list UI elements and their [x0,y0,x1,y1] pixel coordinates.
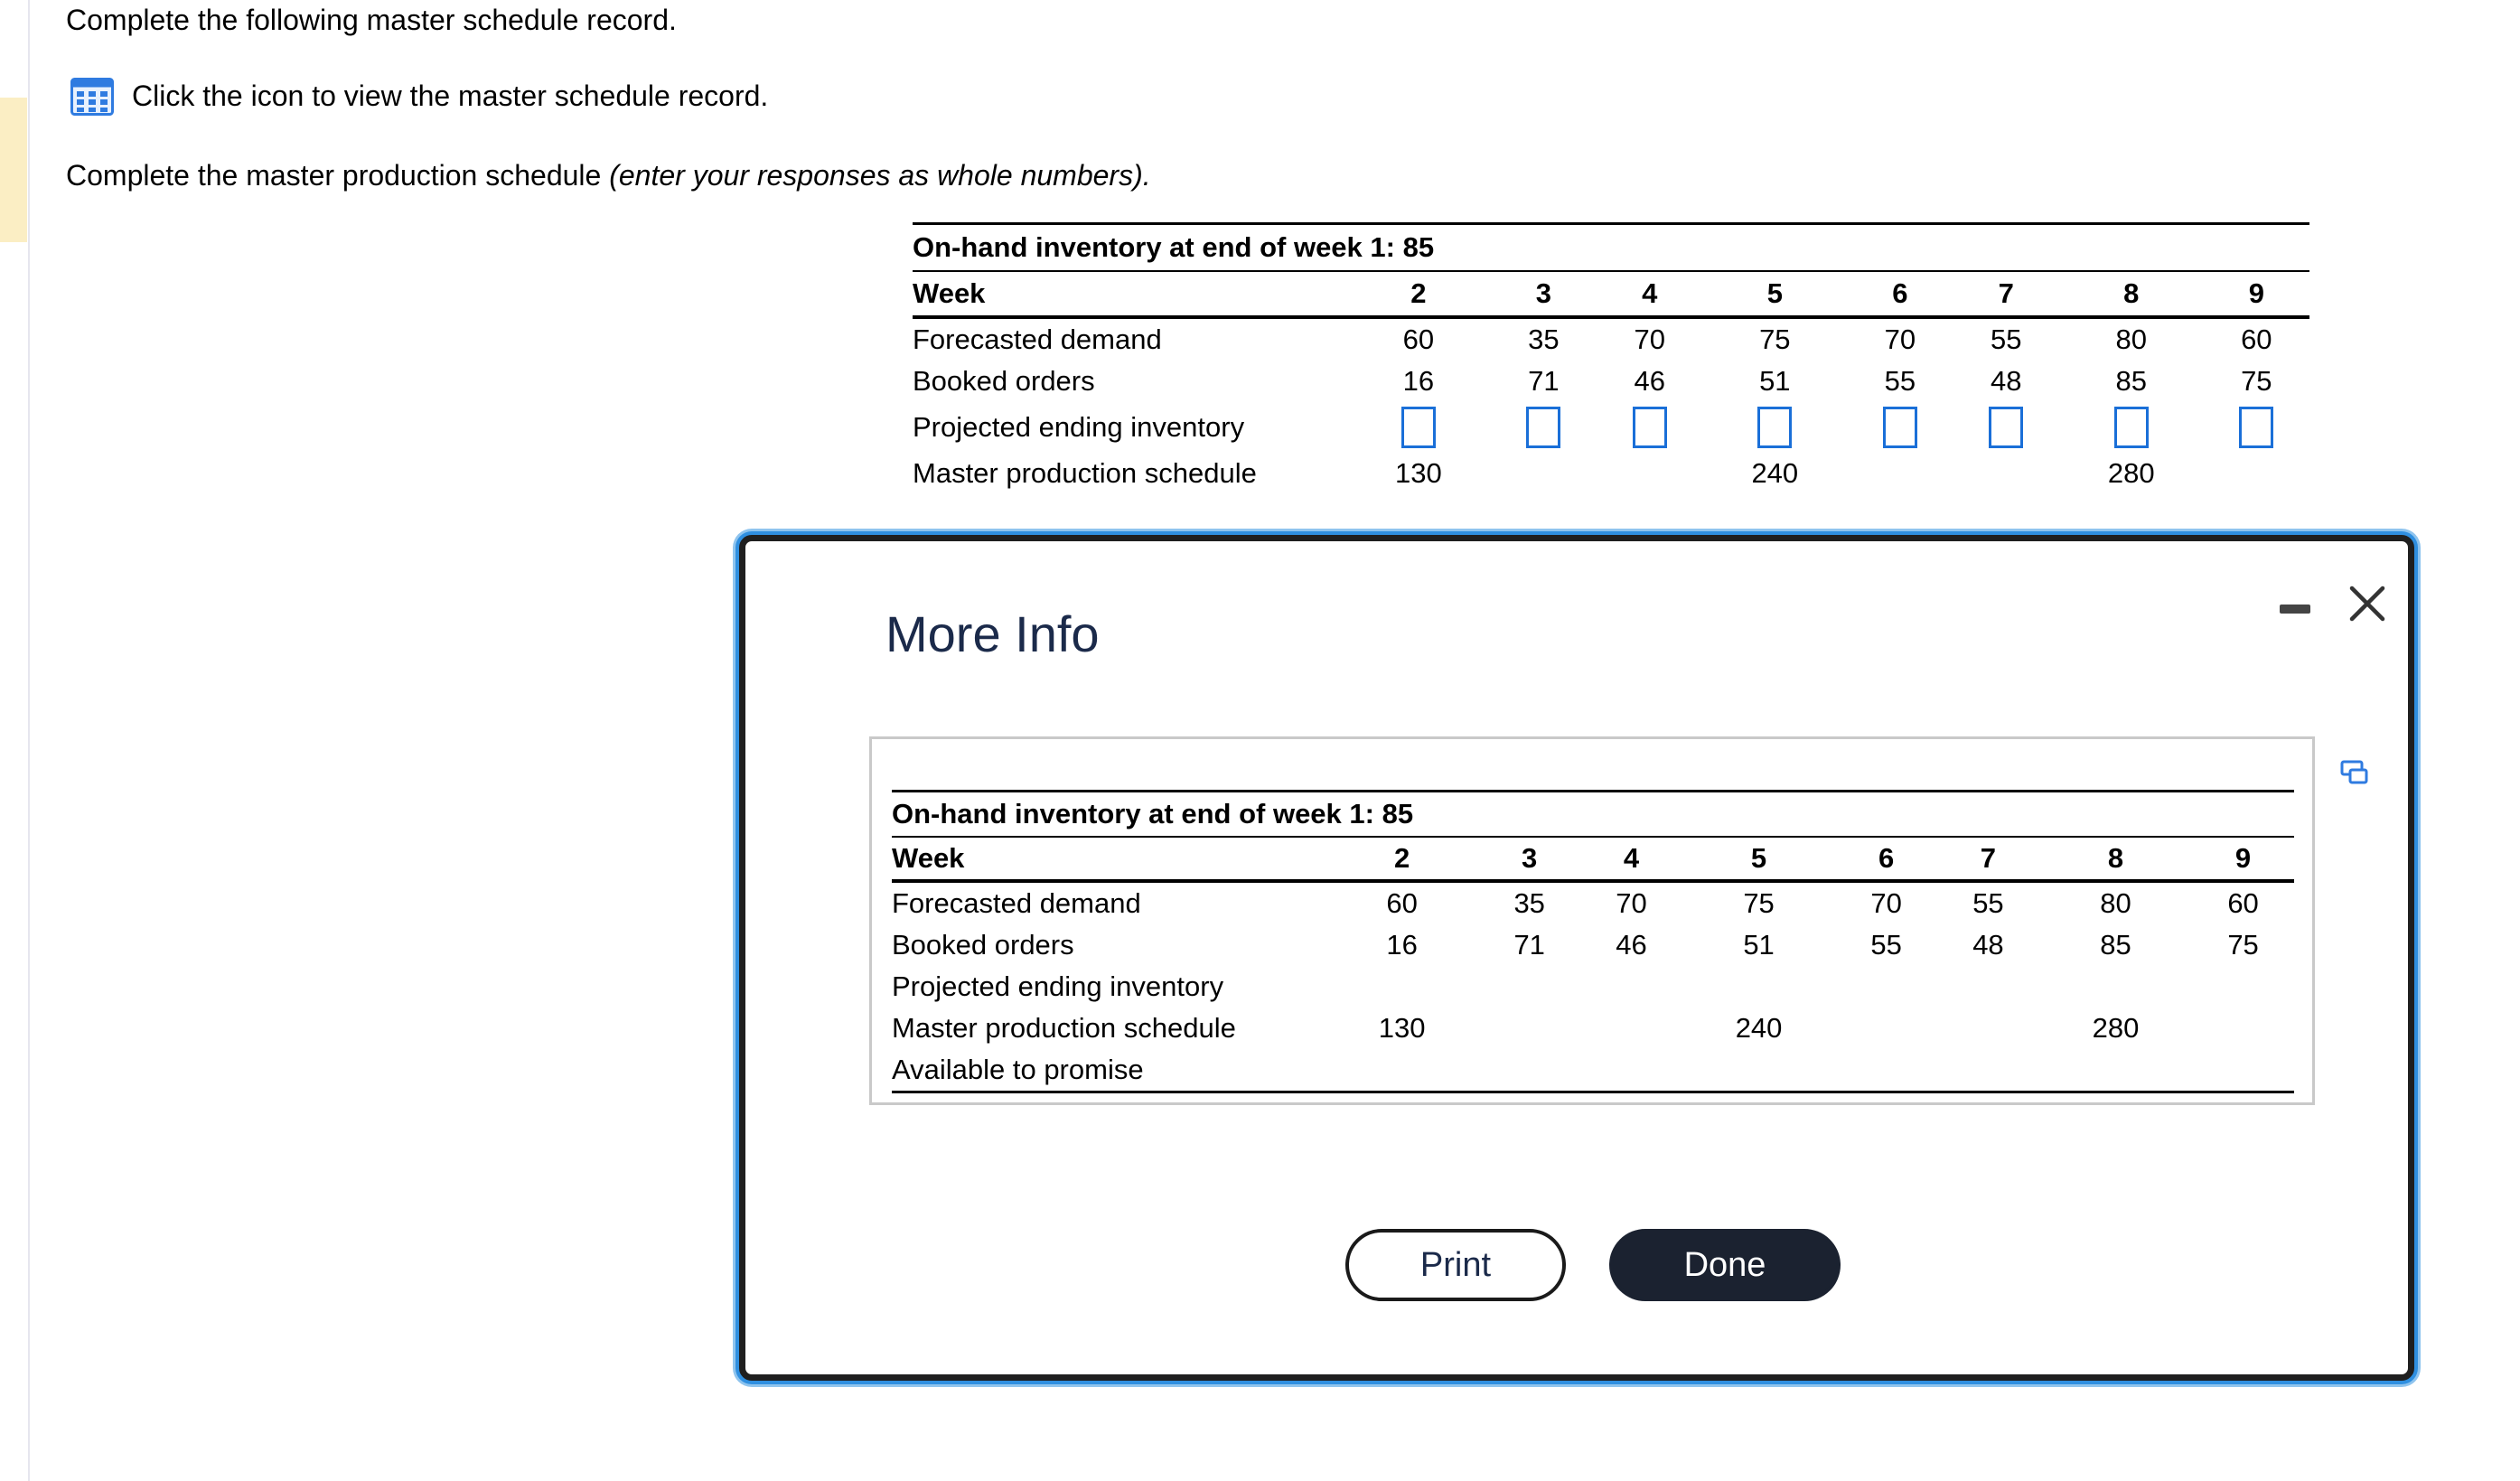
week-number: 8 [2059,271,2204,317]
minimize-icon[interactable] [2280,605,2310,614]
projected-inventory-input-week-4[interactable] [1633,407,1667,448]
mps-value: 240 [1735,1012,1783,1044]
close-icon[interactable] [2345,581,2390,626]
popout-icon[interactable] [2339,759,2370,786]
booked-orders-value: 75 [2227,929,2259,961]
booked-orders-value: 85 [2100,929,2131,961]
mps-value: 130 [1395,457,1442,489]
booked-orders-value: 48 [1990,365,2022,397]
forecast-label: Forecasted demand [913,323,1162,355]
week-number: 4 [1597,271,1702,317]
booked-orders-value: 16 [1402,365,1435,397]
task-instruction-note: (enter your responses as whole numbers). [609,159,1151,192]
booked-orders-value: 71 [1528,365,1560,397]
instruction-text: Complete the following master schedule record. [66,4,677,36]
projected-inventory-input-week-7[interactable] [1989,407,2023,448]
forecast-value: 70 [1616,887,1647,919]
projected-inventory-input-week-2[interactable] [1401,407,1436,448]
forecast-value: 70 [1884,323,1916,355]
forecast-value: 55 [1972,887,2004,919]
week-number: 7 [1953,271,2059,317]
week-label: Week [892,837,1326,881]
view-record-link-text: Click the icon to view the master schedule record. [132,80,769,112]
forecast-value: 60 [1386,887,1418,919]
more-info-dialog [739,535,2414,1381]
mps-value [1847,453,1953,494]
booked-orders-value: 16 [1386,929,1418,961]
booked-orders-value: 55 [1870,929,1902,961]
week-number: 6 [1847,271,1953,317]
booked-orders-value: 51 [1743,929,1775,961]
booked-orders-value: 75 [2241,365,2272,397]
forecast-value: 80 [2100,887,2131,919]
booked-orders-value: 46 [1616,929,1647,961]
forecast-value: 35 [1513,887,1545,919]
projected-inventory-label: Projected ending inventory [892,970,1224,1002]
forecast-value: 75 [1759,323,1791,355]
projected-inventory-label: Projected ending inventory [913,411,1245,443]
projected-inventory-input-week-5[interactable] [1757,407,1792,448]
mps-value [2192,1008,2294,1049]
forecast-value: 55 [1990,323,2022,355]
week-number: 6 [1835,837,1937,881]
booked-orders-value: 51 [1759,365,1791,397]
on-hand-inventory-header: On-hand inventory at end of week 1: 85 [892,792,2294,838]
mps-value: 130 [1378,1012,1426,1044]
mps-value [1580,1008,1682,1049]
booked-orders-value: 85 [2115,365,2147,397]
mps-value: 280 [2092,1012,2140,1044]
booked-orders-value: 55 [1884,365,1916,397]
forecast-value: 35 [1528,323,1560,355]
mps-value: 280 [2107,457,2155,489]
booked-orders-value: 48 [1972,929,2004,961]
projected-inventory-input-week-8[interactable] [2114,407,2149,448]
week-number: 5 [1702,271,1847,317]
master-schedule-table [913,222,2309,494]
on-hand-inventory-header: On-hand inventory at end of week 1: 85 [913,224,2309,272]
mps-label: Master production schedule [892,1012,1236,1044]
mps-value [1597,453,1702,494]
forecast-label: Forecasted demand [892,887,1141,919]
mps-value [1478,1008,1580,1049]
task-instruction [66,159,1151,192]
mps-label: Master production schedule [913,457,1257,489]
master-schedule-record-table [892,790,2294,1093]
table-icon[interactable] [70,78,114,116]
week-label: Week [913,271,1346,317]
mps-value [1835,1008,1937,1049]
projected-inventory-input-week-6[interactable] [1883,407,1917,448]
task-instruction-main: Complete the master production schedule [66,159,610,192]
week-number: 3 [1478,837,1580,881]
forecast-value: 75 [1743,887,1775,919]
forecast-value: 60 [2241,323,2272,355]
mps-value: 240 [1751,457,1799,489]
forecast-value: 60 [1402,323,1435,355]
forecast-value: 80 [2115,323,2147,355]
booked-orders-value: 46 [1634,365,1665,397]
done-button[interactable]: Done [1609,1229,1841,1301]
mps-value [1491,453,1597,494]
forecast-value: 70 [1634,323,1665,355]
week-number: 9 [2192,837,2294,881]
week-number: 7 [1937,837,2039,881]
forecast-value: 60 [2227,887,2259,919]
forecast-value: 70 [1870,887,1902,919]
record-panel [869,736,2315,1105]
week-number: 2 [1346,271,1491,317]
dialog-title: More Info [885,605,1100,662]
week-number: 8 [2039,837,2192,881]
booked-orders-value: 71 [1513,929,1545,961]
projected-inventory-input-week-9[interactable] [2239,407,2273,448]
week-number: 2 [1326,837,1478,881]
side-highlight-strip [0,98,27,242]
booked-orders-label: Booked orders [913,365,1095,397]
mps-value [1937,1008,2039,1049]
booked-orders-label: Booked orders [892,929,1074,961]
week-number: 9 [2204,271,2309,317]
mps-value [2204,453,2309,494]
print-button[interactable]: Print [1345,1229,1566,1301]
projected-inventory-input-week-3[interactable] [1526,407,1560,448]
week-number: 5 [1682,837,1835,881]
side-divider [28,0,30,1481]
atp-label: Available to promise [892,1054,1144,1085]
week-number: 3 [1491,271,1597,317]
mps-value [1953,453,2059,494]
week-number: 4 [1580,837,1682,881]
